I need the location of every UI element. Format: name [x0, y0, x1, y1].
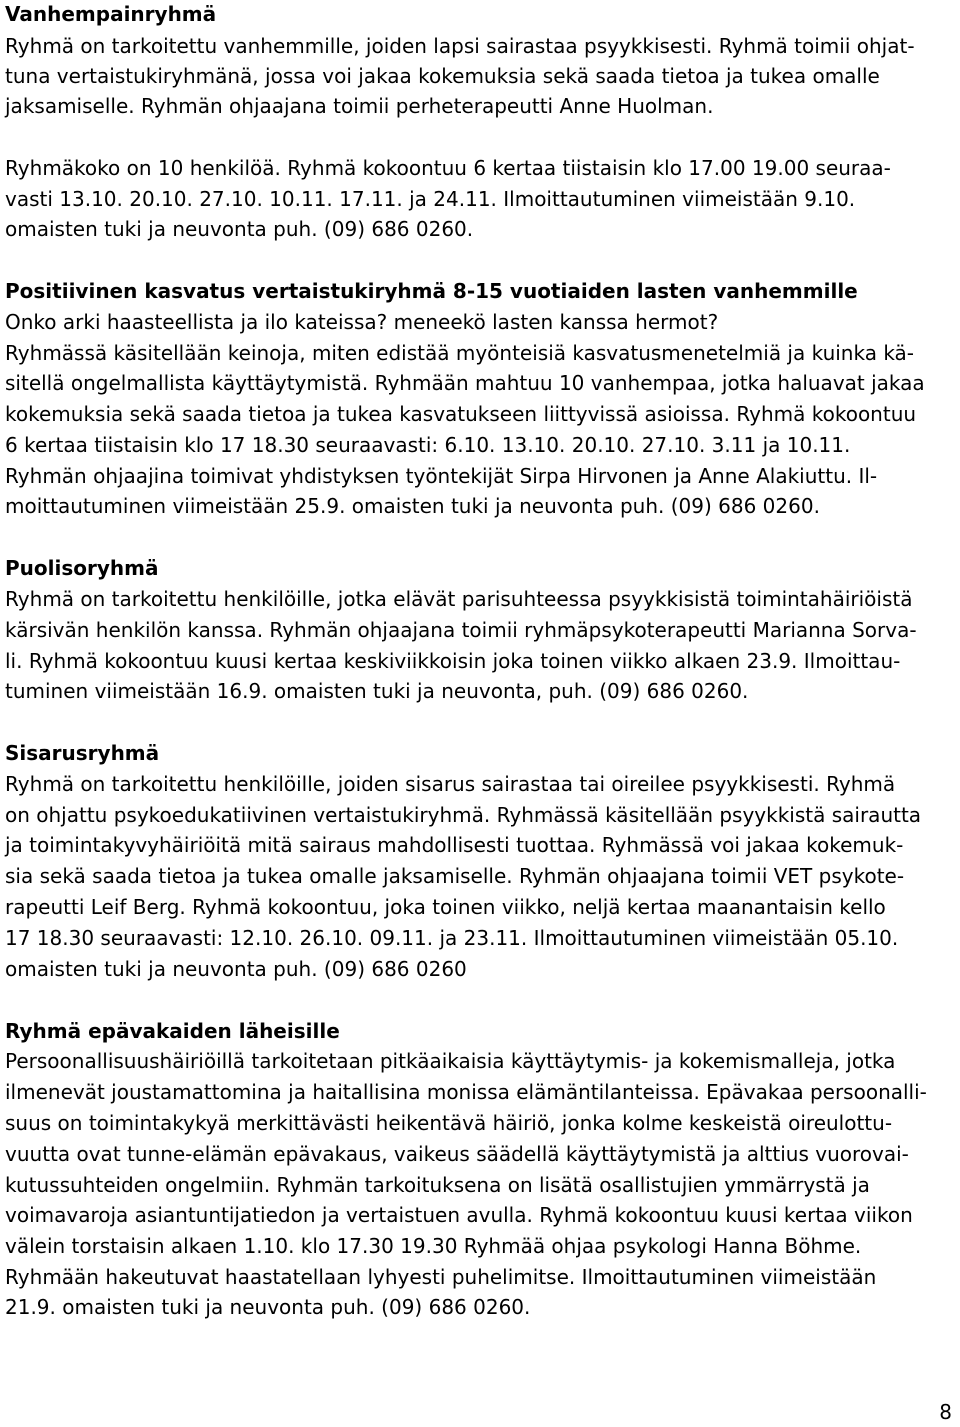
body-line: on ohjattu psykoedukatiivinen vertaistukiryhmä. Ryhmässä käsitellään psyykkistä sairautta [5, 803, 922, 827]
page-number: 8 [939, 1400, 952, 1424]
body-line: kutussuhteiden ongelmiin. Ryhmän tarkoituksena on lisätä osallistujien ymmärrystä ja [5, 1173, 870, 1197]
body-line: välein torstaisin alkaen 1.10. klo 17.30 19.30 Ryhmää ohjaa psykologi Hanna Böhme. [5, 1234, 862, 1258]
body-line: voimavaroja asiantuntijatiedon ja vertaistuen avulla. Ryhmä kokoontuu kuusi kertaa viikon [5, 1203, 913, 1227]
body-line: kokemuksia sekä saada tietoa ja tukea kasvatukseen liittyvissä asioissa. Ryhmä kokoontuu [5, 402, 917, 426]
body-line: omaisten tuki ja neuvonta puh. (09) 686 0260. [5, 217, 474, 241]
body-line: 21.9. omaisten tuki ja neuvonta puh. (09) 686 0260. [5, 1295, 531, 1319]
body-line: vuutta ovat tunne-elämän epävakaus, vaikeus säädellä käyttäytymistä ja alttius vuorovai- [5, 1142, 909, 1166]
section-heading: Positiivinen kasvatus vertaistukiryhmä 8-15 vuotiaiden lasten vanhemmille [5, 279, 858, 303]
body-line: omaisten tuki ja neuvonta puh. (09) 686 0260 [5, 957, 467, 981]
body-line: jaksamiselle. Ryhmän ohjaajana toimii perheterapeutti Anne Huolman. [5, 94, 714, 118]
body-line: ilmenevät joustamattomina ja haitallisina monissa elämäntilanteissa. Epävakaa persoonalli- [5, 1080, 927, 1104]
body-line: Ryhmäkoko on 10 henkilöä. Ryhmä kokoontuu 6 kertaa tiistaisin klo 17.00 19.00 seuraa- [5, 156, 891, 180]
body-line: 17 18.30 seuraavasti: 12.10. 26.10. 09.11. ja 23.11. Ilmoittautuminen viimeistään 05.10. [5, 926, 899, 950]
body-line: Ryhmä on tarkoitettu vanhemmille, joiden lapsi sairastaa psyykkisesti. Ryhmä toimii ohjat- [5, 34, 915, 58]
body-line: moittautuminen viimeistään 25.9. omaisten tuki ja neuvonta puh. (09) 686 0260. [5, 494, 820, 518]
section-heading: Vanhempainryhmä [5, 2, 217, 26]
body-line: Ryhmän ohjaajina toimivat yhdistyksen työntekijät Sirpa Hirvonen ja Anne Alakiuttu. Il- [5, 464, 878, 488]
body-line: kärsivän henkilön kanssa. Ryhmän ohjaajana toimii ryhmäpsykoterapeutti Marianna Sorva- [5, 618, 917, 642]
section-heading: Ryhmä epävakaiden läheisille [5, 1019, 340, 1043]
body-line: tuna vertaistukiryhmänä, jossa voi jakaa kokemuksia sekä saada tietoa ja tukea omalle [5, 64, 880, 88]
body-line: tuminen viimeistään 16.9. omaisten tuki ja neuvonta, puh. (09) 686 0260. [5, 679, 749, 703]
body-line: Onko arki haasteellista ja ilo kateissa? meneekö lasten kanssa hermot? [5, 310, 719, 334]
body-line: vasti 13.10. 20.10. 27.10. 10.11. 17.11. ja 24.11. Ilmoittautuminen viimeistään 9.10. [5, 187, 856, 211]
body-line: Ryhmään hakeutuvat haastatellaan lyhyesti puhelimitse. Ilmoittautuminen viimeistään [5, 1265, 877, 1289]
body-line: sia sekä saada tietoa ja tukea omalle jaksamiselle. Ryhmän ohjaajana toimii VET psykote- [5, 864, 905, 888]
body-line: rapeutti Leif Berg. Ryhmä kokoontuu, joka toinen viikko, neljä kertaa maanantaisin kello [5, 895, 886, 919]
body-line: li. Ryhmä kokoontuu kuusi kertaa keskiviikkoisin joka toinen viikko alkaen 23.9. Ilmoittau- [5, 649, 901, 673]
body-line: ja toimintakyvyhäiriöitä mitä sairaus mahdollisesti tuottaa. Ryhmässä voi jakaa kokemuk- [5, 833, 904, 857]
body-line: sitellä ongelmallista käyttäytymistä. Ryhmään mahtuu 10 vanhempaa, jotka haluavat jakaa [5, 371, 925, 395]
body-line: 6 kertaa tiistaisin klo 17 18.30 seuraavasti: 6.10. 13.10. 20.10. 27.10. 3.11 ja 10.11. [5, 433, 851, 457]
section-heading: Puolisoryhmä [5, 556, 159, 580]
body-line: Ryhmässä käsitellään keinoja, miten edistää myönteisiä kasvatusmenetelmiä ja kuinka kä- [5, 341, 915, 365]
body-line: Ryhmä on tarkoitettu henkilöille, joiden sisarus sairastaa tai oireilee psyykkisesti. Ryhmä [5, 772, 896, 796]
section-heading: Sisarusryhmä [5, 741, 160, 765]
body-line: suus on toimintakykyä merkittävästi heikentävä häiriö, jonka kolme keskeistä oireulottu- [5, 1111, 893, 1135]
body-line: Persoonallisuushäiriöillä tarkoitetaan pitkäaikaisia käyttäytymis- ja kokemismalleja, jotka [5, 1049, 896, 1073]
body-line: Ryhmä on tarkoitettu henkilöille, jotka elävät parisuhteessa psyykkisistä toimintahäiriöistä [5, 587, 913, 611]
